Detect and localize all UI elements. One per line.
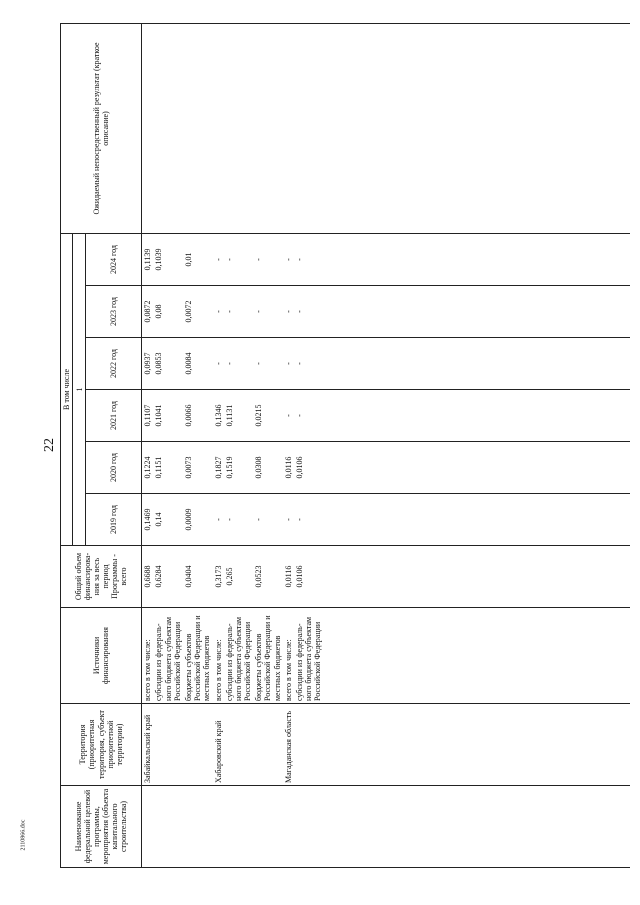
cell-expected-result [153,23,183,233]
filler-cell [324,704,630,786]
cell-program-name [142,786,154,868]
table-row [294,23,324,867]
header-expected-result: Ожидаемый непосредственный результат (краткое описание) [61,23,142,233]
cell-year-value: - [283,286,294,338]
cell-year-value: - [253,286,283,338]
cell-year-value: 0,1519 [224,442,254,494]
cell-year-value: - [224,338,254,390]
cell-year-value: - [253,338,283,390]
cell-year-value: 0,0116 [283,442,294,494]
cell-funding-source: всего в том числе: [283,608,294,704]
cell-year-value: 0,0066 [183,390,213,442]
cell-year-value: - [213,233,224,285]
cell-year-value: 0,1131 [224,390,254,442]
cell-year-value: 0,0072 [183,286,213,338]
header-program-name: Наименование федеральной целевой программы, мероприятия (объекта капитального строительства) [61,786,142,868]
filler-cell [324,608,630,704]
cell-territory [153,704,183,786]
filler-cell [324,338,630,390]
cell-program-name [294,786,324,868]
filler-cell [324,390,630,442]
cell-year-value: - [294,233,324,285]
filler-cell [324,546,630,608]
cell-year-value: - [213,338,224,390]
cell-year-value: - [213,286,224,338]
cell-total: 0,6284 [153,546,183,608]
cell-year-value: 0,1224 [142,442,154,494]
cell-expected-result [213,23,224,233]
table-row [224,23,254,867]
cell-funding-source: субсидии из федераль-ного бюджета субъектам Российской Федерации [294,608,324,704]
table-row [283,23,294,867]
cell-year-value: - [224,494,254,546]
cell-year-value: 0,1469 [142,494,154,546]
cell-year-value: 0,0106 [294,442,324,494]
table-header [61,23,142,867]
cell-funding-source: бюджеты субъектов Российской Федерации и местных бюджетов [183,608,213,704]
cell-year-value: - [213,494,224,546]
header-year: 2019 год [86,494,142,546]
cell-year-value: - [294,286,324,338]
table-row [183,23,213,867]
cell-expected-result [294,23,324,233]
filler-cell [324,286,630,338]
cell-year-value: - [253,494,283,546]
cell-year-value: 0,0009 [183,494,213,546]
cell-year-value: - [224,286,254,338]
header-total-volume: Общий объем финансирова-ния за весь период Программы - всего [61,546,142,608]
cell-year-value: 0,1041 [153,390,183,442]
cell-year-value: 0,0215 [253,390,283,442]
cell-total: 0,3173 [213,546,224,608]
cell-year-value: - [283,338,294,390]
cell-year-value: 0,08 [153,286,183,338]
cell-funding-source: бюджеты субъектов Российской Федерации и местных бюджетов [253,608,283,704]
header-territory: Территория (приоритетная территория, субъект приоритетной территории) [61,704,142,786]
cell-total: 0,0106 [294,546,324,608]
cell-year-value: - [294,390,324,442]
filler-cell [324,442,630,494]
cell-expected-result [224,23,254,233]
filler-cell [324,233,630,285]
filler-cell [324,23,630,233]
table-row [253,23,283,867]
cell-territory: Хабаровский край [213,704,224,786]
table-body [142,23,630,867]
filler-cell [324,494,630,546]
cell-territory [224,704,254,786]
cell-year-value: 0,1827 [213,442,224,494]
cell-expected-result [142,23,154,233]
cell-expected-result [283,23,294,233]
cell-territory [253,704,283,786]
filler-row [324,23,630,867]
cell-territory: Магаданская область [283,704,294,786]
table-row [142,23,154,867]
cell-year-value: 0,0084 [183,338,213,390]
cell-expected-result [183,23,213,233]
cell-program-name [153,786,183,868]
cell-year-value: - [294,494,324,546]
cell-total: 0,0404 [183,546,213,608]
table-row [153,23,183,867]
header-number-mark: 1 [73,233,86,545]
header-year: 2022 год [86,338,142,390]
rotated-table-container [60,24,630,868]
header-year: 2023 год [86,286,142,338]
header-including: В том числе [61,233,73,545]
cell-year-value: 0,0937 [142,338,154,390]
header-year: 2020 год [86,442,142,494]
cell-year-value: - [294,338,324,390]
cell-year-value: - [253,233,283,285]
cell-territory [294,704,324,786]
cell-year-value: 0,01 [183,233,213,285]
cell-program-name [183,786,213,868]
cell-year-value: 0,1107 [142,390,154,442]
cell-year-value: 0,0308 [253,442,283,494]
cell-funding-source: субсидии из федераль-ного бюджета субъектам Российской Федерации [153,608,183,704]
cell-total: 0,265 [224,546,254,608]
cell-year-value: 0,0853 [153,338,183,390]
header-year: 2024 год [86,233,142,285]
cell-expected-result [253,23,283,233]
cell-program-name [283,786,294,868]
cell-year-value: 0,1139 [142,233,154,285]
cell-year-value: 0,14 [153,494,183,546]
cell-program-name [224,786,254,868]
cell-year-value: - [283,233,294,285]
cell-total: 0,6688 [142,546,154,608]
cell-territory [183,704,213,786]
cell-total: 0,0116 [283,546,294,608]
cell-year-value: 0,1346 [213,390,224,442]
cell-year-value: 0,0073 [183,442,213,494]
cell-year-value: 0,1151 [153,442,183,494]
footer-filename: 2110866.doc [20,819,27,851]
table-row [213,23,224,867]
cell-year-value: 0,0872 [142,286,154,338]
page-number: 22 [42,438,57,452]
filler-cell [324,786,630,868]
cell-program-name [213,786,224,868]
cell-year-value: - [283,494,294,546]
cell-territory: Забайкальский край [142,704,154,786]
cell-year-value: - [283,390,294,442]
cell-funding-source: всего в том числе: [213,608,224,704]
cell-year-value: - [224,233,254,285]
header-funding-source: Источники финансирования [61,608,142,704]
cell-total: 0,0523 [253,546,283,608]
financing-table [60,23,630,868]
cell-year-value: 0,1039 [153,233,183,285]
cell-program-name [253,786,283,868]
cell-funding-source: всего в том числе: [142,608,154,704]
cell-funding-source: субсидии из федераль-ного бюджета субъектам Российской Федерации [224,608,254,704]
header-year: 2021 год [86,390,142,442]
